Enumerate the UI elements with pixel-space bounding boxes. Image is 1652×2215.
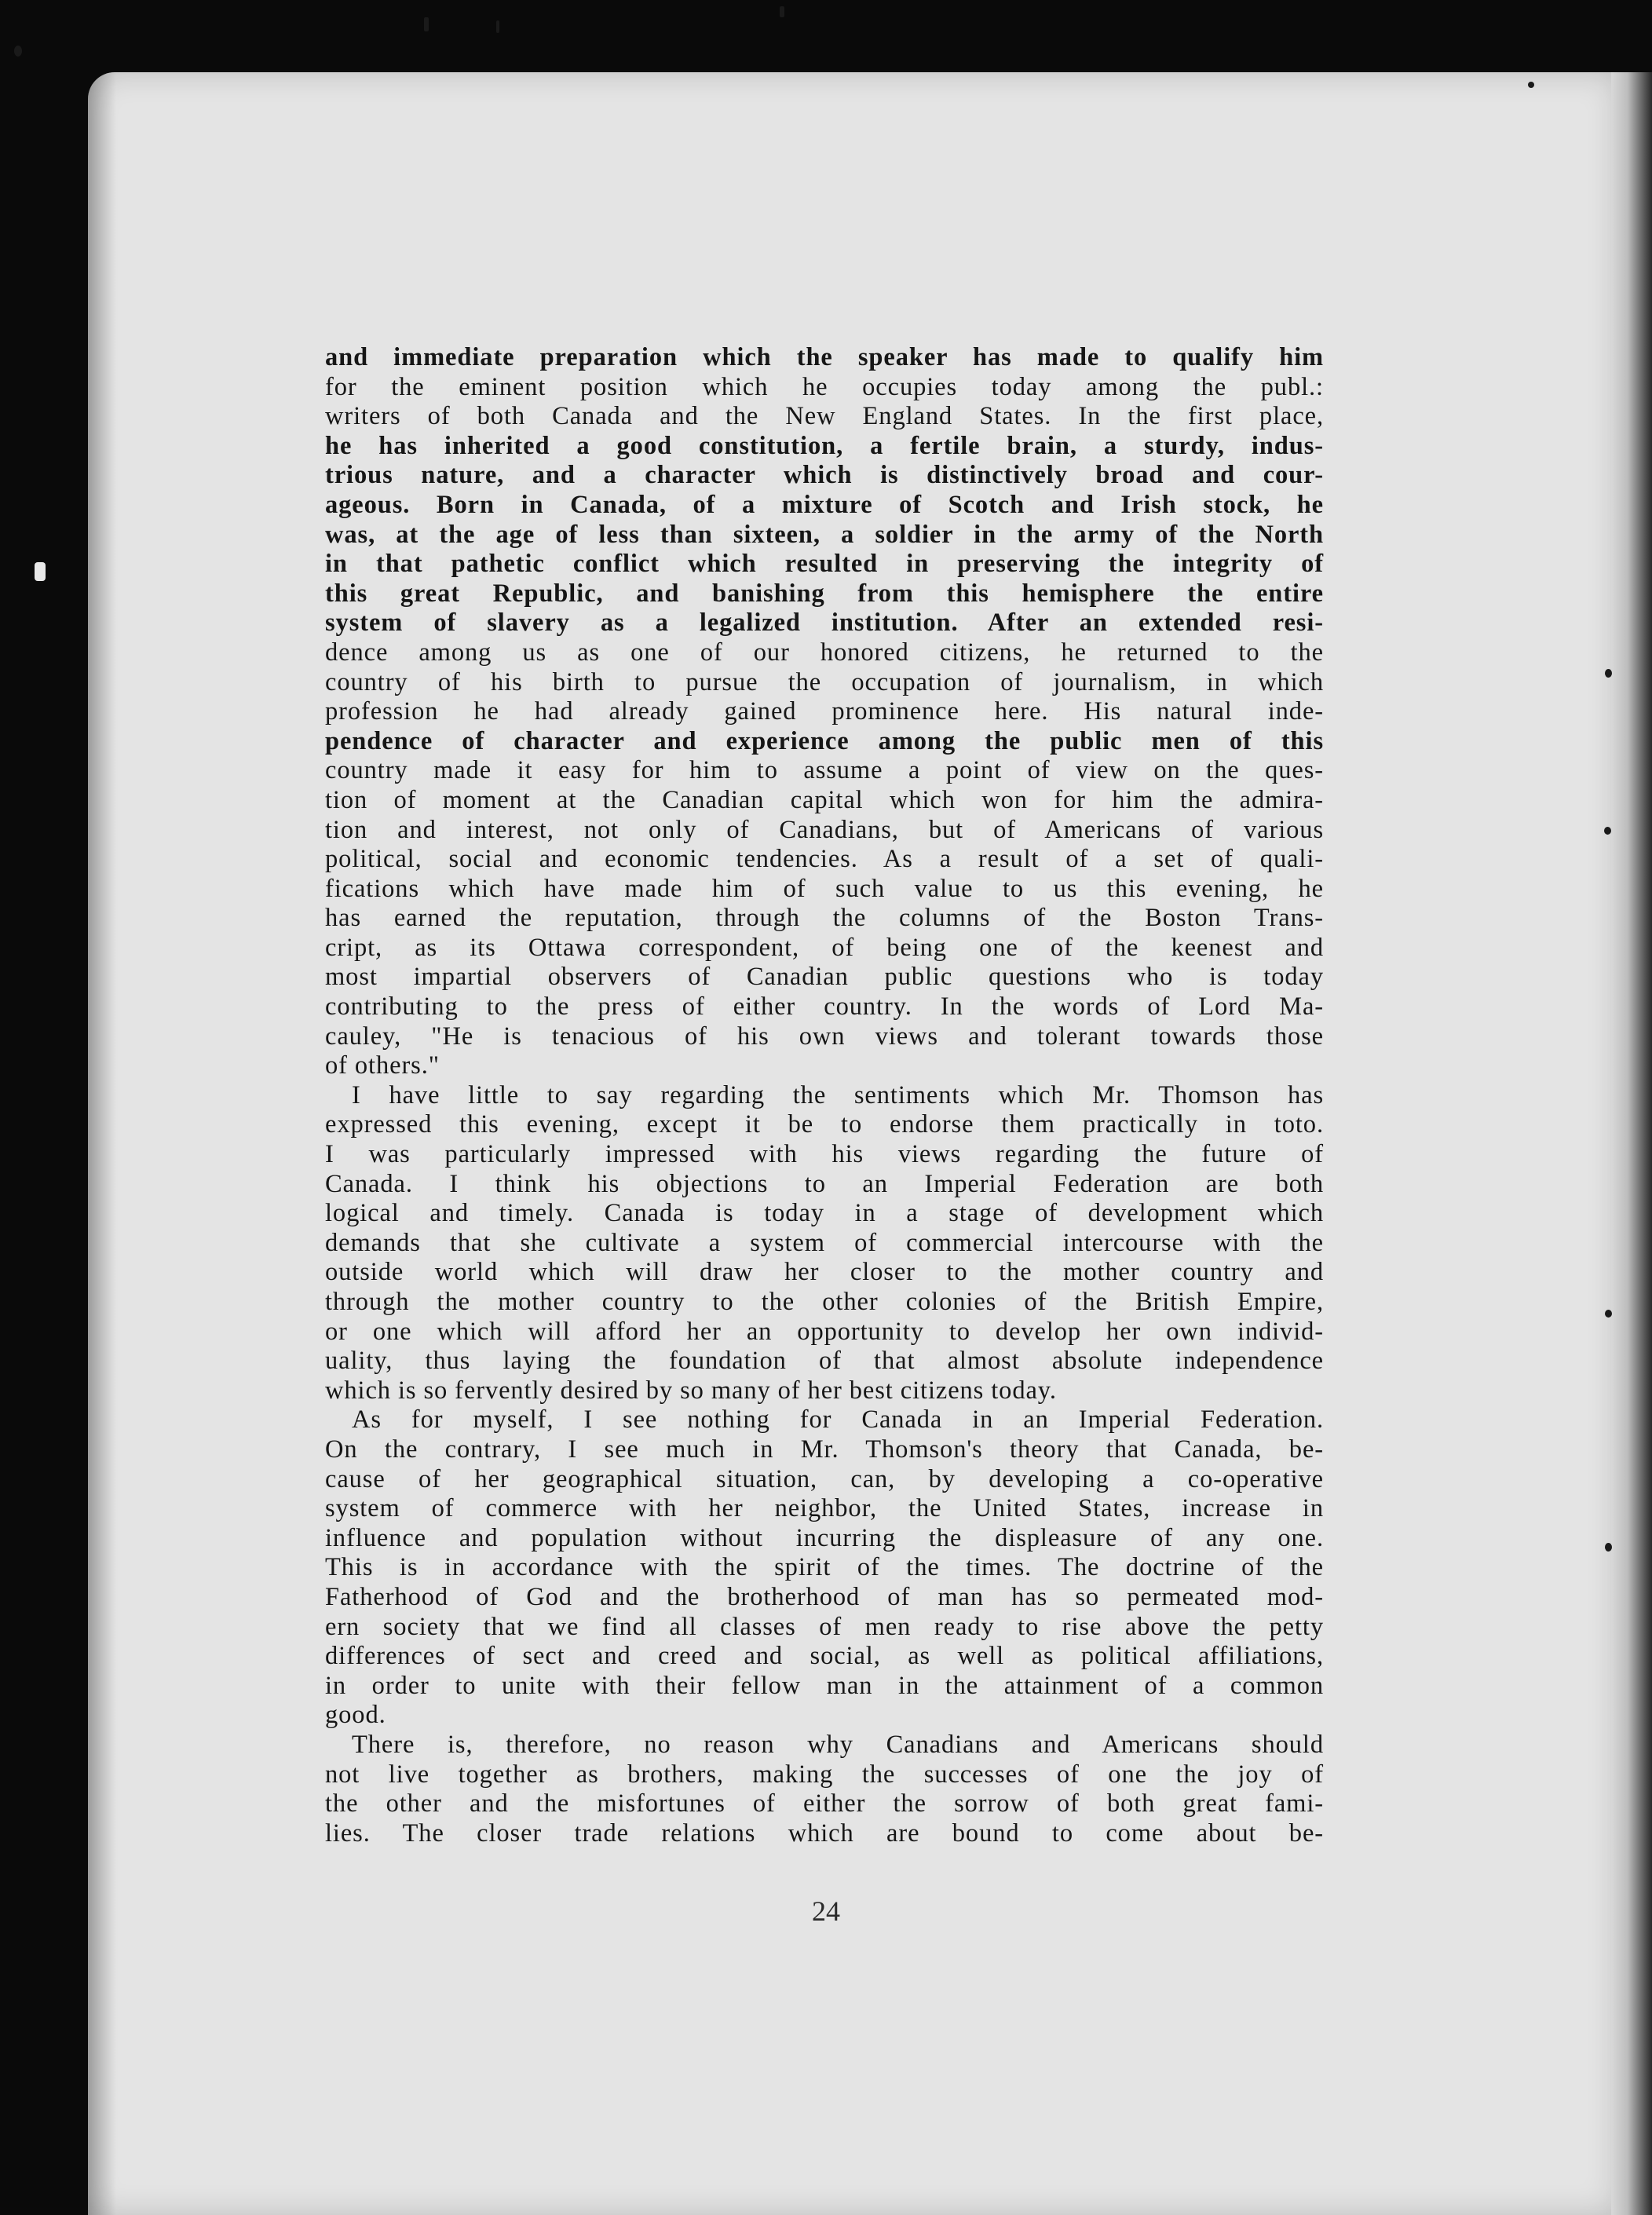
scan-speck	[14, 46, 22, 57]
text-line: which is so fervently desired by so many of her best citizens today.	[325, 1376, 1057, 1405]
text-line: fications which have made him of such value to us this evening, he	[325, 874, 1324, 903]
text-line: or one which will afford her an opportunity to develop her own individ-	[325, 1317, 1324, 1346]
text-line: political, social and economic tendencies. As a result of a set of quali-	[325, 845, 1324, 874]
margin-speck	[1605, 669, 1612, 678]
text-line: most impartial observers of Canadian public questions who is today	[325, 963, 1324, 992]
text-line: through the mother country to the other colonies of the British Empire,	[325, 1288, 1324, 1316]
text-line: ageous. Born in Canada, of a mixture of Scotch and Irish stock, he	[325, 490, 1324, 519]
text-line: logical and timely. Canada is today in a stage of development which	[325, 1199, 1324, 1228]
text-line: outside world which will draw her closer to the mother country and	[325, 1258, 1324, 1287]
scan-speck	[424, 17, 429, 31]
margin-speck	[1605, 1310, 1612, 1318]
text-line: tion of moment at the Canadian capital which won for him the admira-	[325, 785, 1324, 814]
text-line: profession he had already gained prominence here. His natural inde-	[325, 697, 1324, 726]
margin-speck	[1528, 82, 1534, 88]
text-line: writers of both Canada and the New England States. In the first place,	[325, 402, 1324, 431]
text-line: Fatherhood of God and the brotherhood of man has so permeated mod-	[325, 1582, 1324, 1611]
text-line: I was particularly impressed with his views regarding the future of	[325, 1140, 1324, 1169]
text-line: in that pathetic conflict which resulted in preserving the integrity of	[325, 550, 1324, 579]
text-line: differences of sect and creed and social, as well as political affiliations,	[325, 1642, 1324, 1671]
text-line: country of his birth to pursue the occupation of journalism, in which	[325, 667, 1324, 696]
text-line: Canada. I think his objections to an Imperial Federation are both	[325, 1169, 1324, 1198]
text-line: he has inherited a good constitution, a fertile brain, a sturdy, indus-	[325, 431, 1324, 460]
margin-speck	[35, 562, 46, 581]
page-edge	[1611, 72, 1652, 2215]
text-line: trious nature, and a character which is distinctively broad and cour-	[325, 461, 1324, 490]
text-line: expressed this evening, except it be to endorse them practically in toto.	[325, 1110, 1324, 1139]
text-line: for the eminent position which he occupies today among the publ.:	[325, 372, 1324, 401]
text-line: lies. The closer trade relations which are bound to come about be-	[325, 1818, 1324, 1848]
text-line: This is in accordance with the spirit of the times. The doctrine of the	[325, 1553, 1324, 1582]
text-line: pendence of character and experience among the public men of this	[325, 726, 1324, 755]
text-line: in order to unite with their fellow man in the attainment of a common	[325, 1671, 1324, 1700]
text-line: On the contrary, I see much in Mr. Thomson's theory that Canada, be-	[325, 1435, 1324, 1464]
text-line: was, at the age of less than sixteen, a soldier in the army of the North	[325, 520, 1324, 549]
text-line: and immediate preparation which the speaker has made to qualify him	[325, 343, 1324, 371]
text-line: cause of her geographical situation, can, by developing a co-operative	[325, 1464, 1324, 1493]
text-line: There is, therefore, no reason why Canadians and Americans should	[352, 1730, 1324, 1759]
text-line: cauley, "He is tenacious of his own views and tolerant towards those	[325, 1022, 1324, 1051]
text-line: influence and population without incurring the displeasure of any one.	[325, 1523, 1324, 1552]
text-line: good.	[325, 1701, 386, 1730]
margin-speck	[1604, 827, 1611, 835]
text-line: As for myself, I see nothing for Canada in an Imperial Federation.	[352, 1405, 1324, 1435]
gutter-shadow	[88, 72, 116, 2215]
text-line: this great Republic, and banishing from this hemisphere the entire	[325, 579, 1324, 608]
text-line: uality, thus laying the foundation of that almost absolute independence	[325, 1347, 1324, 1376]
scan-speck	[780, 6, 784, 17]
text-line: country made it easy for him to assume a point of view on the ques-	[325, 756, 1324, 785]
text-line: system of slavery as a legalized institution. After an extended resi-	[325, 609, 1324, 638]
page-number: 24	[812, 1895, 840, 1927]
text-line: dence among us as one of our honored citizens, he returned to the	[325, 638, 1324, 667]
text-line: system of commerce with her neighbor, the United States, increase in	[325, 1494, 1324, 1523]
text-line: I have little to say regarding the sentiments which Mr. Thomson has	[352, 1080, 1324, 1109]
margin-speck	[1605, 1543, 1612, 1552]
scan-speck	[496, 20, 499, 33]
text-line: ern society that we find all classes of men ready to rise above the petty	[325, 1612, 1324, 1641]
text-line: demands that she cultivate a system of commercial intercourse with the	[325, 1228, 1324, 1257]
text-line: the other and the misfortunes of either the sorrow of both great fami-	[325, 1789, 1324, 1818]
text-line: not live together as brothers, making the successes of one the joy of	[325, 1760, 1324, 1789]
text-line: has earned the reputation, through the columns of the Boston Trans-	[325, 904, 1324, 933]
body-text	[325, 343, 1324, 1848]
text-line: tion and interest, not only of Canadians, but of Americans of various	[325, 815, 1324, 844]
text-line: cript, as its Ottawa correspondent, of being one of the keenest and	[325, 933, 1324, 962]
text-line: contributing to the press of either country. In the words of Lord Ma-	[325, 992, 1324, 1022]
text-line: of others."	[325, 1051, 440, 1080]
